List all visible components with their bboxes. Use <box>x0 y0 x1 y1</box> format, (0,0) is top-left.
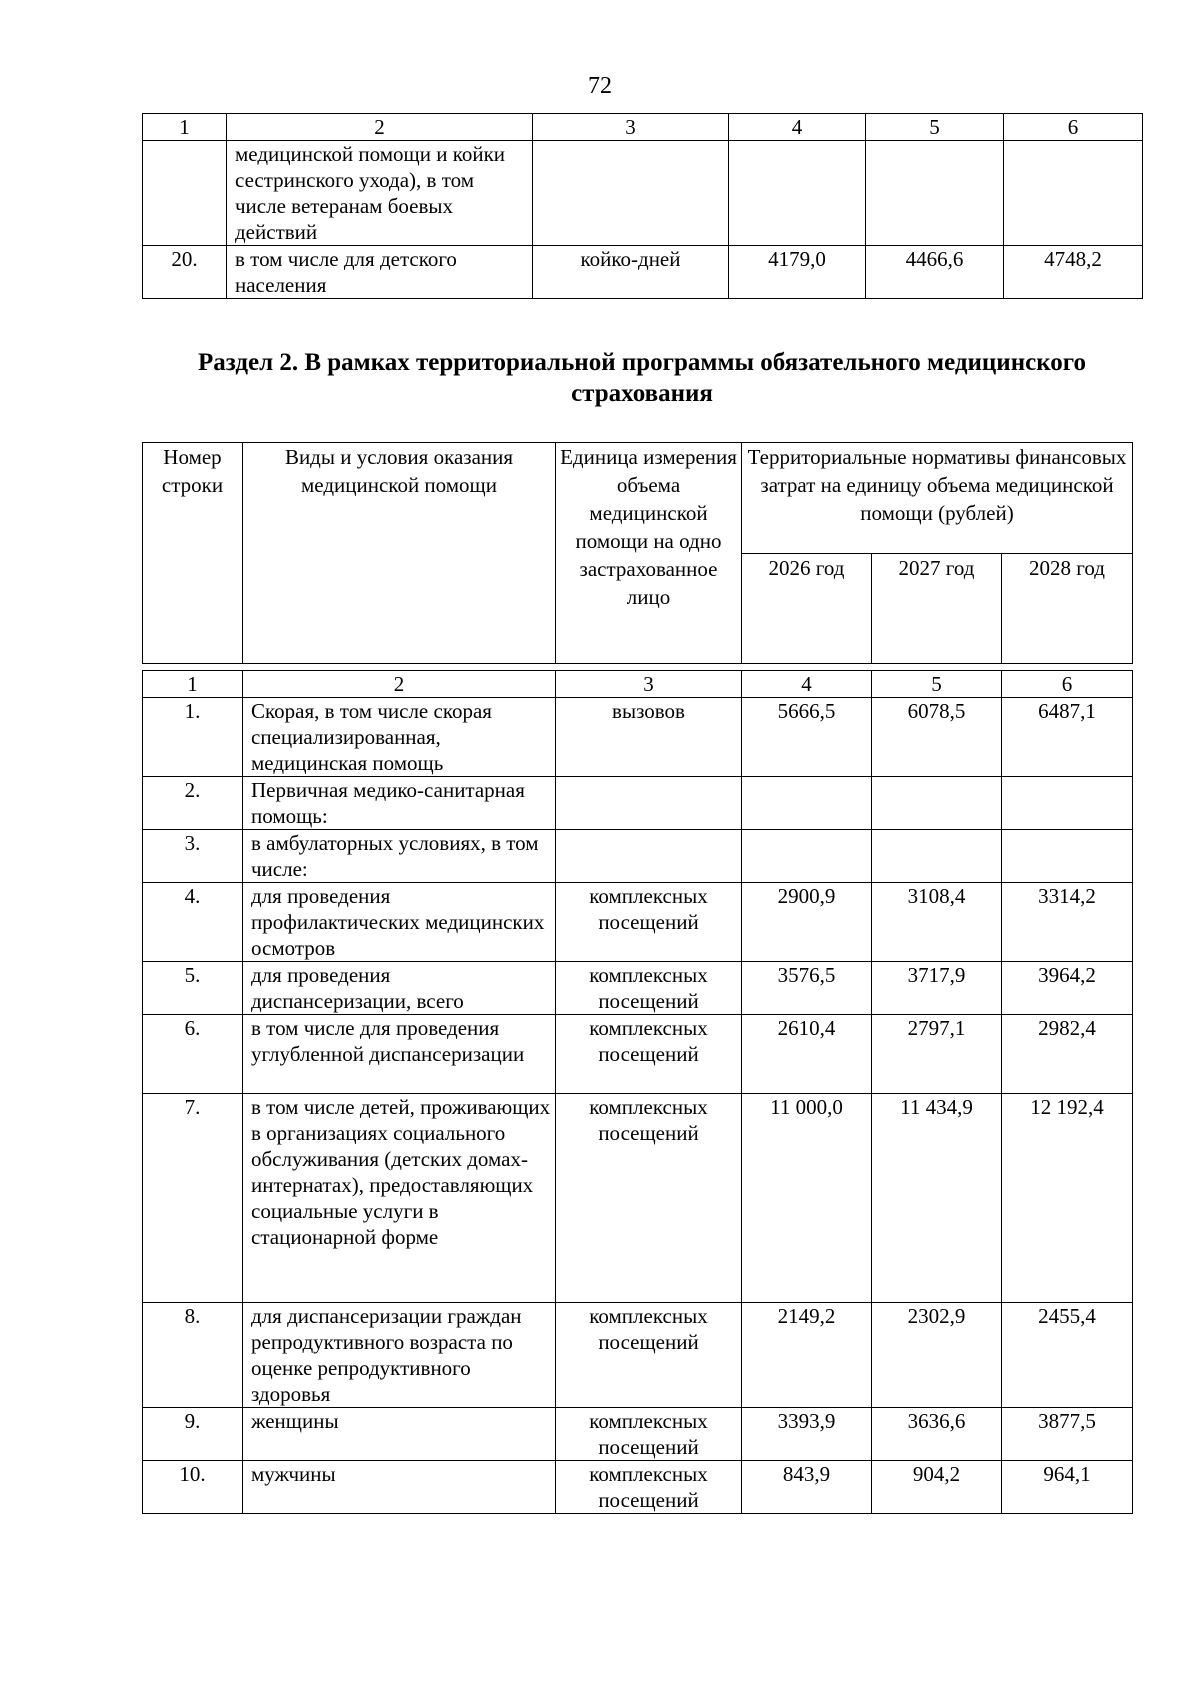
table-row <box>143 777 1133 830</box>
value-2027 <box>872 777 1002 830</box>
value-2026: 2900,9 <box>742 883 872 962</box>
value-2028: 3964,2 <box>1002 962 1133 1015</box>
row-name: для проведения профилактических медицинских осмотров <box>243 883 556 962</box>
value-2026: 843,9 <box>742 1461 872 1514</box>
value-2027 <box>866 141 1004 246</box>
value-2028 <box>1004 141 1143 246</box>
value-2026: 5666,5 <box>742 698 872 777</box>
value-2027: 2302,9 <box>872 1303 1002 1408</box>
table-row <box>143 1408 1133 1461</box>
row-name: в том числе для детского населения <box>227 246 533 299</box>
table-row <box>143 141 1143 246</box>
value-2028: 964,1 <box>1002 1461 1133 1514</box>
row-name: Первичная медико-санитарная помощь: <box>243 777 556 830</box>
header-year-2028: 2028 год <box>1002 554 1133 664</box>
column-number: 2 <box>227 114 533 141</box>
value-2028 <box>1002 777 1133 830</box>
value-2026 <box>729 141 866 246</box>
column-number: 4 <box>742 671 872 698</box>
section-heading: Раздел 2. В рамках территориальной программы обязательного медицинского страхования <box>197 349 1087 407</box>
row-number <box>143 141 227 246</box>
column-number: 3 <box>556 671 742 698</box>
row-name: в том числе детей, проживающих в организациях социального обслуживания (детских домах-интернатах), предоставляющих социальные услуги в стационарной форме <box>243 1094 556 1303</box>
value-2028: 6487,1 <box>1002 698 1133 777</box>
table-row <box>143 1015 1133 1094</box>
value-2027: 11 434,9 <box>872 1094 1002 1303</box>
table-row <box>143 1461 1133 1514</box>
row-unit: комплексных посещений <box>556 1303 742 1408</box>
row-number: 10. <box>143 1461 243 1514</box>
table-continued <box>142 113 1143 299</box>
row-name: в том числе для проведения углубленной диспансеризации <box>243 1015 556 1094</box>
value-2026: 11 000,0 <box>742 1094 872 1303</box>
value-2026: 2149,2 <box>742 1303 872 1408</box>
value-2026: 3576,5 <box>742 962 872 1015</box>
row-name: медицинской помощи и койки сестринского ухода), в том числе ветеранам боевых действий <box>227 141 533 246</box>
column-number: 2 <box>243 671 556 698</box>
value-2028: 3314,2 <box>1002 883 1133 962</box>
column-number-row <box>143 671 1133 698</box>
header-unit: Единица измерения объема медицинской помощи на одно застрахованное лицо <box>556 443 742 664</box>
row-unit: комплексных посещений <box>556 962 742 1015</box>
table-row <box>143 830 1133 883</box>
column-number: 4 <box>729 114 866 141</box>
column-number: 3 <box>533 114 729 141</box>
value-2027: 2797,1 <box>872 1015 1002 1094</box>
column-number-row <box>143 114 1143 141</box>
value-2028: 12 192,4 <box>1002 1094 1133 1303</box>
value-2026 <box>742 777 872 830</box>
table-row <box>143 698 1133 777</box>
column-number: 1 <box>143 114 227 141</box>
header-types: Виды и условия оказания медицинской помощи <box>243 443 556 664</box>
row-unit: комплексных посещений <box>556 1094 742 1303</box>
column-number: 6 <box>1004 114 1143 141</box>
row-unit <box>556 777 742 830</box>
table-row <box>143 246 1143 299</box>
value-2027: 3636,6 <box>872 1408 1002 1461</box>
column-number: 6 <box>1002 671 1133 698</box>
column-number: 5 <box>872 671 1002 698</box>
row-number: 4. <box>143 883 243 962</box>
table-body <box>142 670 1133 1514</box>
row-number: 5. <box>143 962 243 1015</box>
row-number: 3. <box>143 830 243 883</box>
value-2027: 4466,6 <box>866 246 1004 299</box>
row-unit: комплексных посещений <box>556 1015 742 1094</box>
value-2028: 3877,5 <box>1002 1408 1133 1461</box>
row-name: женщины <box>243 1408 556 1461</box>
table-row <box>143 1303 1133 1408</box>
row-number: 20. <box>143 246 227 299</box>
row-number: 1. <box>143 698 243 777</box>
header-year-2027: 2027 год <box>872 554 1002 664</box>
column-number: 1 <box>143 671 243 698</box>
row-number: 6. <box>143 1015 243 1094</box>
value-2027: 904,2 <box>872 1461 1002 1514</box>
row-number: 8. <box>143 1303 243 1408</box>
row-name: для проведения диспансеризации, всего <box>243 962 556 1015</box>
row-unit <box>556 830 742 883</box>
value-2027: 3717,9 <box>872 962 1002 1015</box>
row-number: 9. <box>143 1408 243 1461</box>
row-unit: комплексных посещений <box>556 1461 742 1514</box>
value-2028: 2455,4 <box>1002 1303 1133 1408</box>
table-header <box>142 442 1133 664</box>
column-number: 5 <box>866 114 1004 141</box>
row-unit: койко-дней <box>533 246 729 299</box>
header-row-number: Номер строки <box>143 443 243 664</box>
row-unit <box>533 141 729 246</box>
value-2028: 2982,4 <box>1002 1015 1133 1094</box>
row-number: 7. <box>143 1094 243 1303</box>
table-row <box>143 962 1133 1015</box>
value-2026: 3393,9 <box>742 1408 872 1461</box>
value-2026: 2610,4 <box>742 1015 872 1094</box>
row-name: мужчины <box>243 1461 556 1514</box>
page-number: 72 <box>588 73 612 99</box>
value-2028: 4748,2 <box>1004 246 1143 299</box>
row-name: Скорая, в том числе скорая специализированная, медицинская помощь <box>243 698 556 777</box>
table-row <box>143 1094 1133 1303</box>
value-2027 <box>872 830 1002 883</box>
value-2026: 4179,0 <box>729 246 866 299</box>
row-name: в амбулаторных условиях, в том числе: <box>243 830 556 883</box>
value-2026 <box>742 830 872 883</box>
table-body-rows <box>143 671 1133 1514</box>
row-name: для диспансеризации граждан репродуктивного возраста по оценке репродуктивного здоровья <box>243 1303 556 1408</box>
row-unit: вызовов <box>556 698 742 777</box>
row-number: 2. <box>143 777 243 830</box>
header-year-2026: 2026 год <box>742 554 872 664</box>
header-norms: Территориальные нормативы финансовых затрат на единицу объема медицинской помощи (рублей) <box>742 443 1133 554</box>
value-2027: 6078,5 <box>872 698 1002 777</box>
table-row <box>143 883 1133 962</box>
row-unit: комплексных посещений <box>556 883 742 962</box>
value-2027: 3108,4 <box>872 883 1002 962</box>
table-continued-body <box>143 114 1143 299</box>
value-2028 <box>1002 830 1133 883</box>
row-unit: комплексных посещений <box>556 1408 742 1461</box>
